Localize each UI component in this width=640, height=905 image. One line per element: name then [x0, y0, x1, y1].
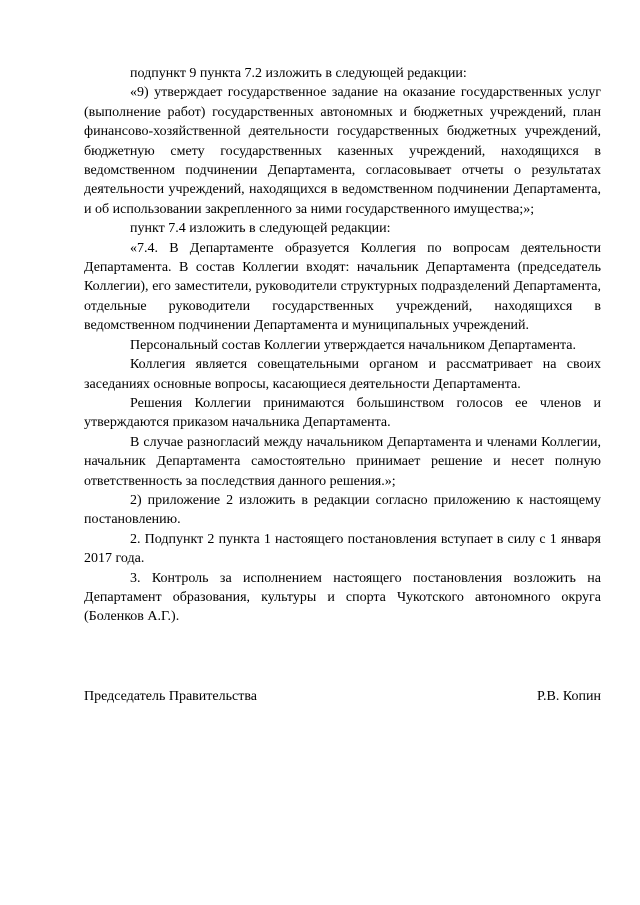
paragraph: подпункт 9 пункта 7.2 изложить в следующей редакции:	[130, 66, 467, 81]
paragraph: Решения Коллегии принимаются большинством голосов ее членов и утверждаются приказом начальника Департамента.	[84, 395, 601, 431]
paragraph: «7.4. В Департаменте образуется Коллегия по вопросам деятельности Департамента. В состав Коллегии входят: начальник Департамента (председатель Коллегии), его заместители, руководители структурных подразделений Департамента, отдельные руководители государственных учреждений, находящихся в ведомственном подчинении Департамента и муниципальных учреждений.	[84, 240, 601, 334]
paragraph: Коллегия является совещательными органом и рассматривает на своих заседаниях основные вопросы, касающиеся деятельности Департамента.	[84, 357, 601, 392]
signatory-name: Р.В. Копин	[537, 689, 601, 704]
paragraph: Персональный состав Коллегии утверждается начальником Департамента.	[130, 337, 577, 353]
signatory-position: Председатель Правительства	[84, 689, 257, 704]
paragraph: В случае разногласий между начальником Департамента и членами Коллегии, начальник Департамента самостоятельно принимает решение и несет полную ответственность за последствия данного решения.»;	[84, 434, 601, 489]
paragraph: пункт 7.4 изложить в следующей редакции:	[130, 221, 391, 237]
document-body	[84, 64, 601, 627]
paragraph: «9) утверждает государственное задание на оказание государственных услуг (выполнение работ) государственных автономных и бюджетных учреждений, план финансово-хозяйственной деятельности государственных бюджетных учреждений, бюджетную смету государственных казенных учреждений, находящихся в ведомственном подчинении Департамента, согласовывает отчеты о результатах деятельности учреждений, находящихся в ведомственном подчинении Департамента, и об использовании закрепленного за ними государственного имущества;»;	[84, 85, 601, 217]
paragraph: 2. Подпункт 2 пункта 1 настоящего постановления вступает в силу с 1 января 2017 года.	[84, 531, 601, 567]
paragraph: 2) приложение 2 изложить в редакции согласно приложению к настоящему постановлению.	[84, 492, 601, 528]
paragraph: 3. Контроль за исполнением настоящего постановления возложить на Департамент образования, культуры и спорта Чукотского автономного округа (Боленков А.Г.).	[84, 570, 601, 625]
signature-block	[84, 687, 601, 706]
